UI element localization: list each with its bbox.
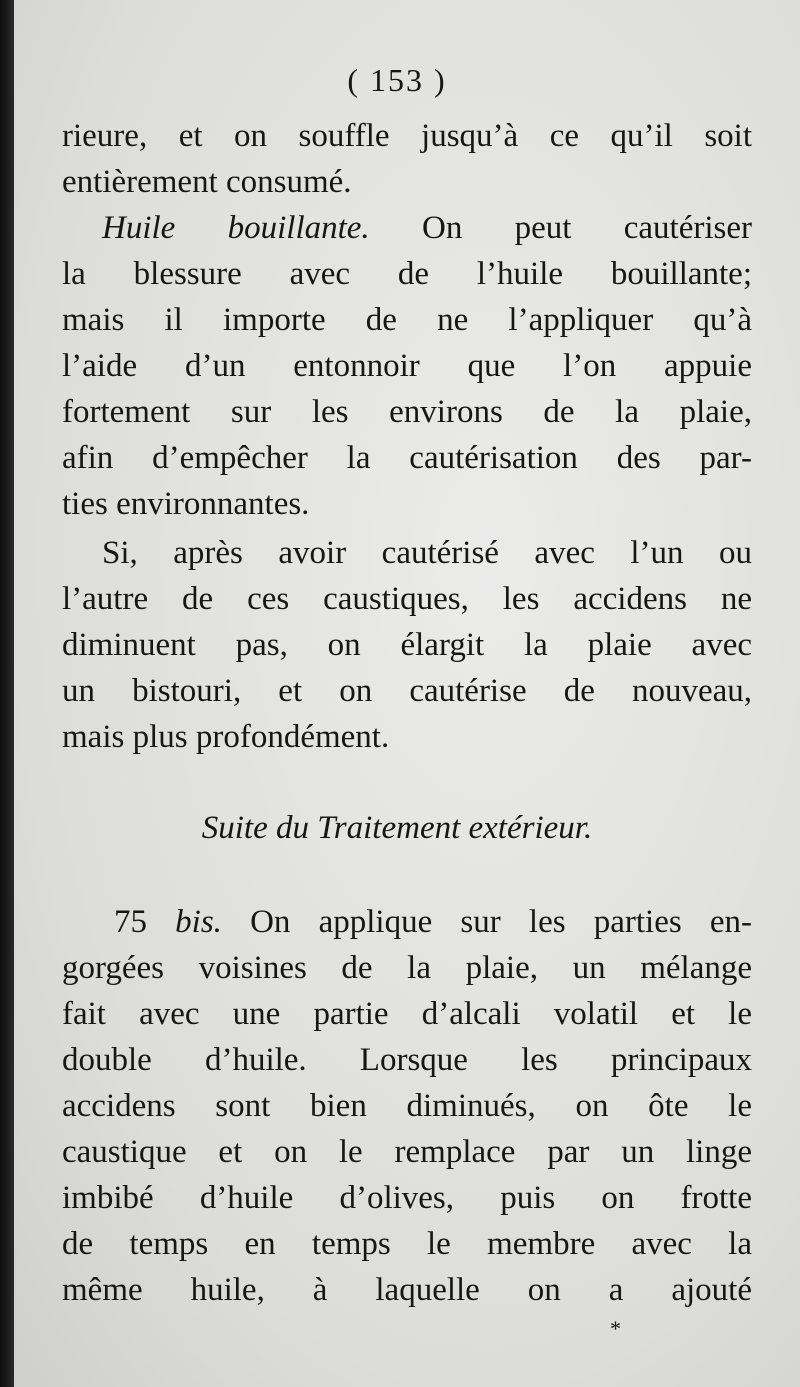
page-number: ( 153 ) (347, 62, 447, 98)
text-line: même huile, à laquelle on a ajouté (62, 1272, 752, 1308)
text-line: fait avec une partie d’alcali volatil et le (62, 996, 752, 1032)
text-line: un bistouri, et on cautérise de nouveau, (62, 673, 752, 709)
text-line: gorgées voisines de la plaie, un mélange (62, 950, 752, 986)
text-line: caustique et on le remplace par un linge (62, 1134, 752, 1170)
paragraph-lead-line (114, 902, 752, 942)
text-line: imbibé d’huile d’olives, puis on frotte (62, 1180, 752, 1216)
text-line: diminuent pas, on élargit la plaie avec (62, 627, 752, 663)
text-fragment: On applique sur les parties en- (221, 904, 752, 940)
text-line: l’aide d’un entonnoir que l’on appuie (62, 348, 752, 384)
article-suffix: bis. (175, 904, 222, 940)
book-page (14, 0, 800, 1387)
text-fragment: On peut cautériser (369, 210, 752, 246)
text-line: fortement sur les environs de la plaie, (62, 394, 752, 430)
text-line: double d’huile. Lorsque les principaux (62, 1042, 752, 1078)
text-line: afin d’empêcher la cautérisation des par- (62, 440, 752, 476)
text-line: l’autre de ces caustiques, les accidens ne (62, 581, 752, 617)
paragraph-lead-line (102, 208, 752, 248)
run-in-heading: Huile bouillante. (102, 210, 370, 246)
article-number: 75 (114, 904, 147, 940)
text-line: ties environnantes. (62, 486, 310, 522)
text-line: entièrement consumé. (62, 164, 352, 200)
text-line: mais il importe de ne l’appliquer qu’à (62, 302, 752, 338)
text-line: mais plus profondément. (62, 719, 390, 755)
scan-edge (0, 0, 14, 1387)
signature-mark: * (610, 1316, 621, 1341)
section-heading: Suite du Traitement extérieur. (201, 810, 593, 846)
text-line: Si, après avoir cautérisé avec l’un ou (102, 535, 752, 571)
text-line: de temps en temps le membre avec la (62, 1226, 752, 1262)
text-line: accidens sont bien diminués, on ôte le (62, 1088, 752, 1124)
text-line: la blessure avec de l’huile bouillante; (62, 256, 752, 292)
text-line: rieure, et on souffle jusqu’à ce qu’il soit (62, 118, 752, 154)
